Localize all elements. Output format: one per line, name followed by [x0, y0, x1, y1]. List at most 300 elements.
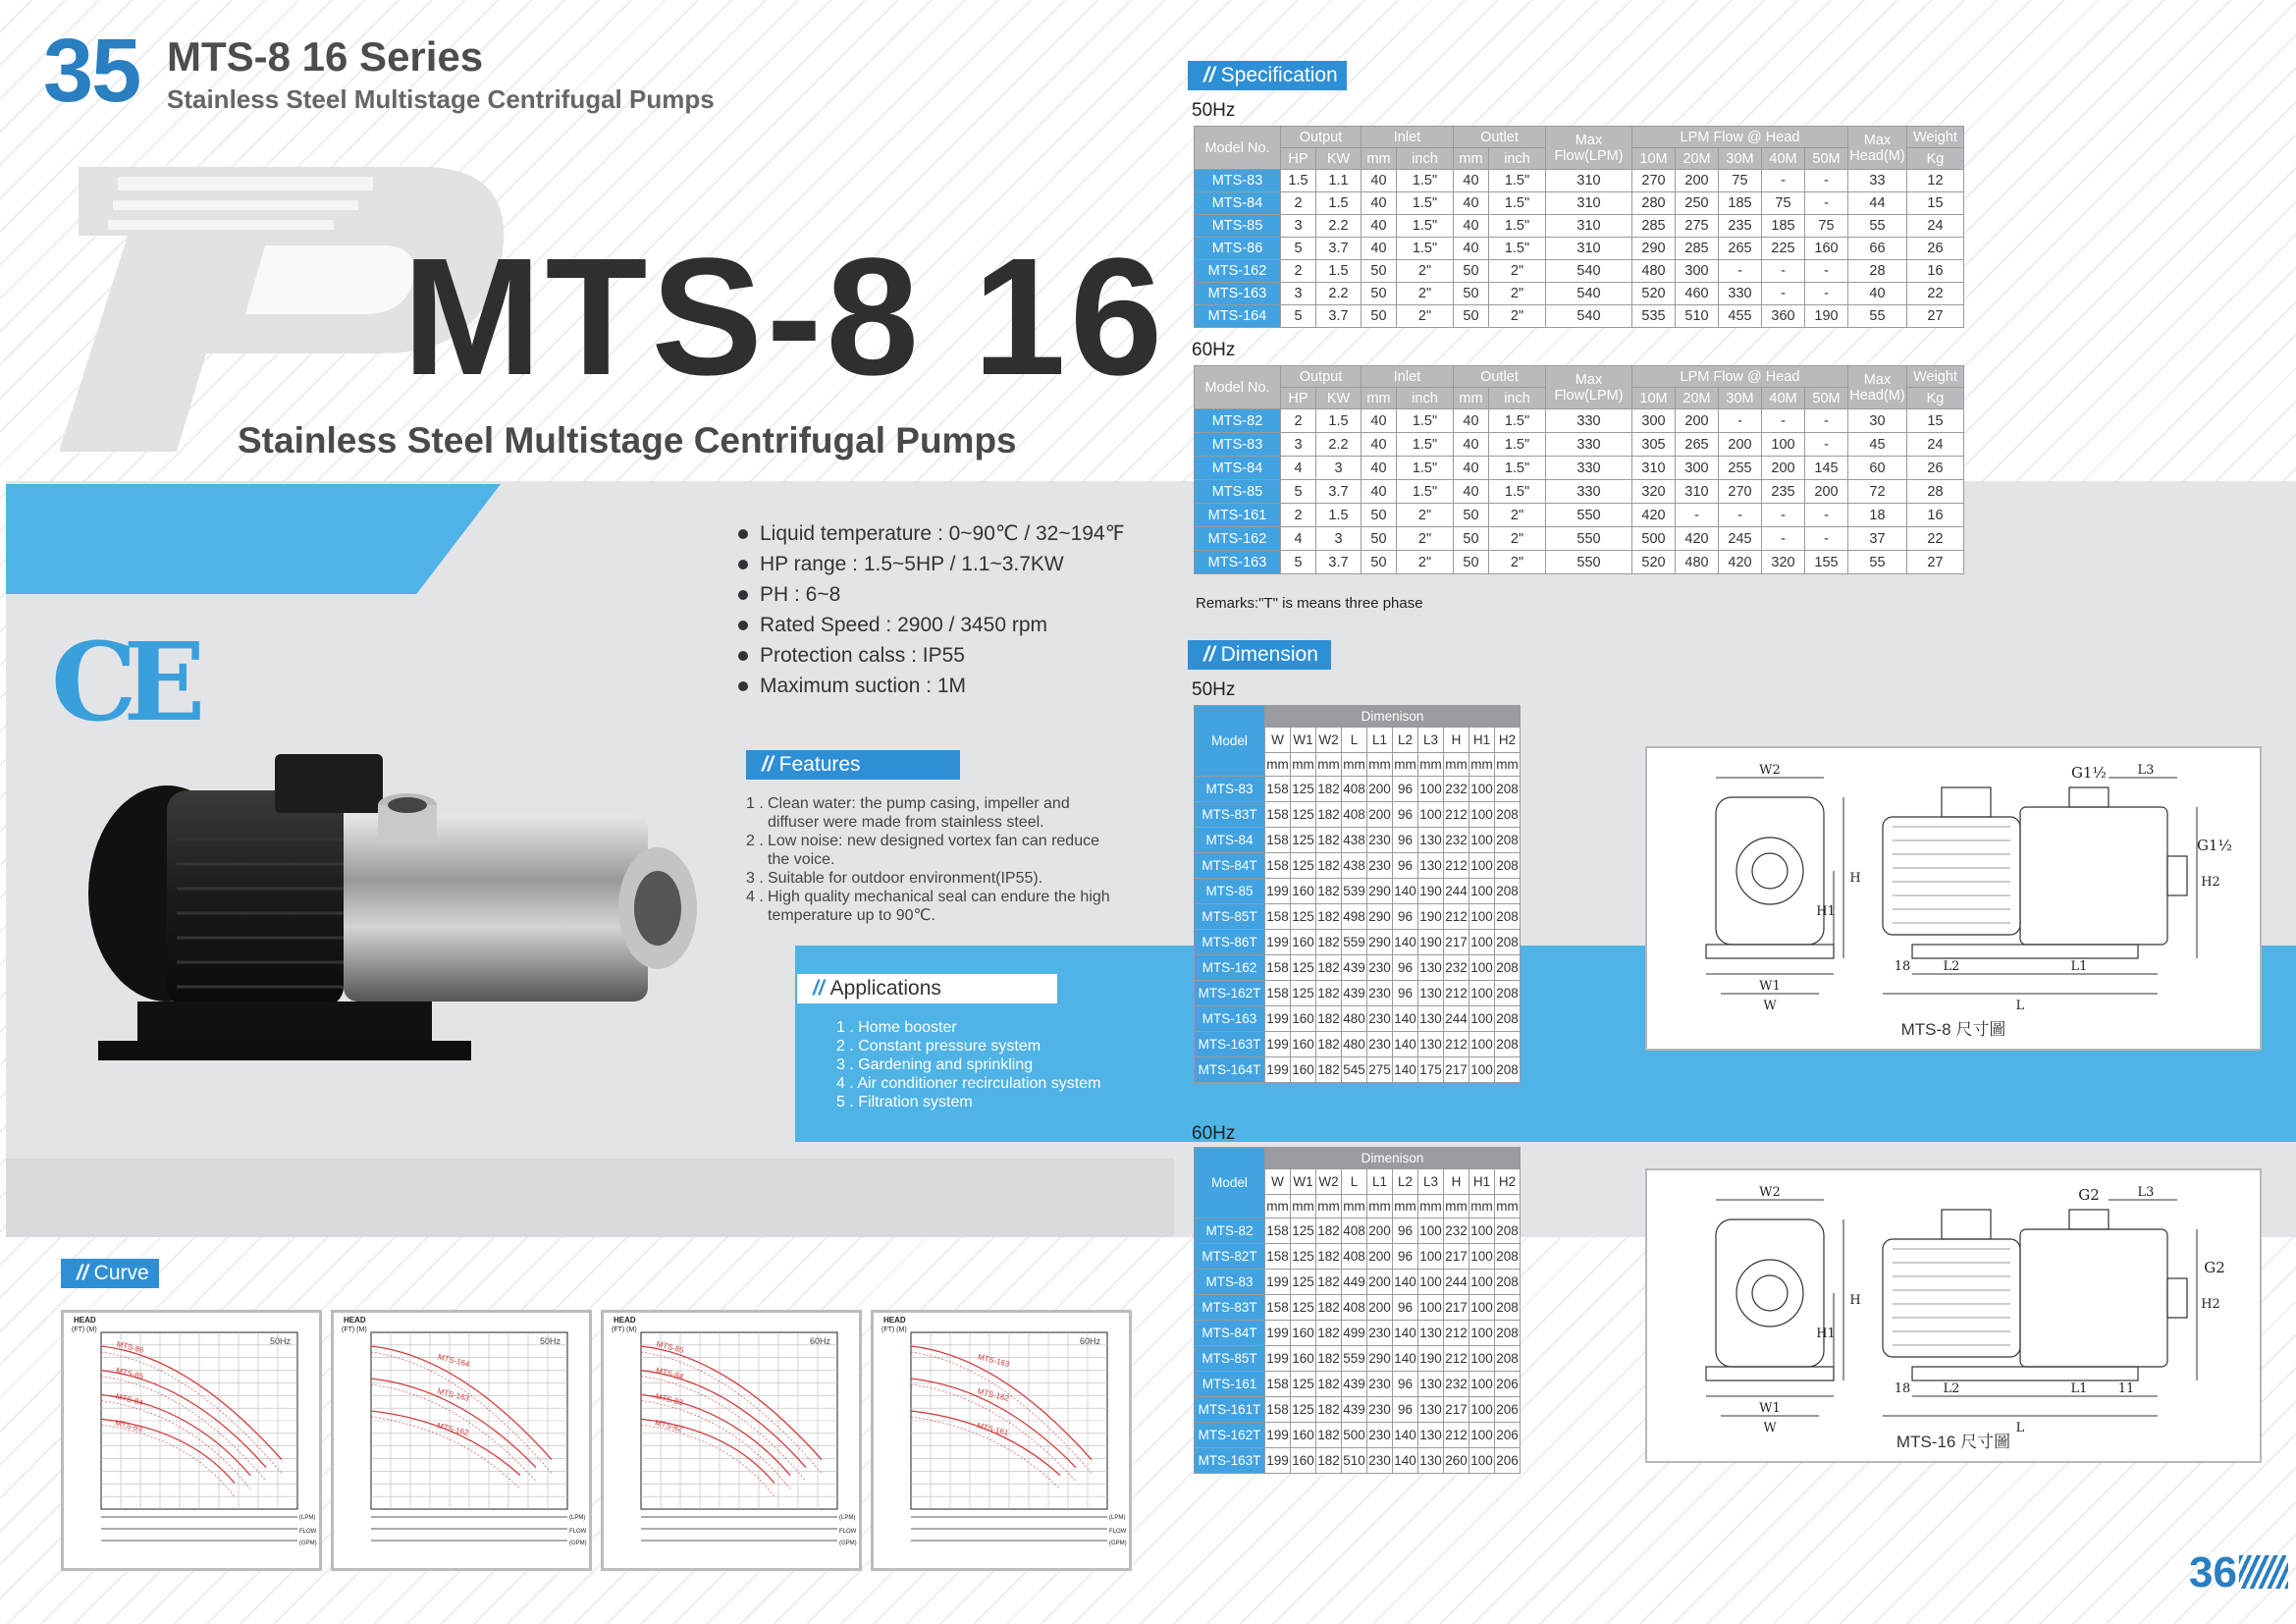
curve-label: MTS-163: [436, 1386, 470, 1403]
table-cell: 208: [1495, 802, 1521, 828]
axis-flow: FLOW: [299, 1529, 317, 1535]
page-number-stripes: [2239, 1555, 2288, 1589]
table-cell: 2: [1281, 260, 1316, 283]
table-cell: 539: [1342, 879, 1367, 904]
table-cell: 130: [1418, 981, 1444, 1006]
table-cell: 520: [1632, 551, 1676, 574]
table-header: H2: [1495, 728, 1521, 753]
table-cell: 182: [1316, 802, 1342, 828]
axis-flow: FLOW: [839, 1529, 857, 1535]
table-cell: 96: [1393, 1244, 1418, 1270]
table-cell: 100: [1418, 1244, 1444, 1270]
table-cell: 208: [1495, 1006, 1521, 1032]
table-cell: 50: [1362, 551, 1397, 574]
table-cell: -: [1719, 504, 1762, 527]
table-cell: 217: [1444, 1244, 1469, 1270]
table-header: H2: [1495, 1169, 1521, 1195]
model-cell: MTS-163T: [1195, 1032, 1265, 1057]
table-header: HP: [1281, 148, 1316, 170]
table-cell: 160: [1805, 238, 1848, 260]
table-row: [1195, 802, 1521, 828]
table-cell: 1.5: [1316, 409, 1362, 433]
table-cell: 540: [1546, 260, 1632, 283]
table-cell: 199: [1265, 1321, 1291, 1346]
table-header: 40M: [1762, 148, 1805, 170]
table-header: W1: [1291, 728, 1316, 753]
table-header: Output: [1281, 127, 1362, 148]
table-cell: 130: [1418, 1032, 1444, 1057]
table-cell: 330: [1546, 409, 1632, 433]
table-cell: 310: [1676, 480, 1719, 504]
table-row: [1195, 215, 1964, 238]
table-cell: 208: [1495, 1346, 1521, 1372]
axis-title: HEAD: [883, 1316, 906, 1325]
spec-table-60hz: [1194, 365, 1964, 574]
table-header: 30M: [1719, 388, 1762, 409]
table-cell: 125: [1291, 1295, 1316, 1321]
table-cell: -: [1805, 504, 1848, 527]
table-cell: 160: [1291, 930, 1316, 955]
model-cell: MTS-83: [1195, 433, 1281, 457]
table-cell: 200: [1367, 1218, 1393, 1244]
table-cell: -: [1762, 283, 1805, 305]
chart-hz-label: 60Hz: [810, 1336, 831, 1346]
table-header: L: [1342, 1169, 1367, 1195]
dimension-table: [1194, 705, 1521, 1083]
table-cell: 100: [1418, 802, 1444, 828]
table-cell: 158: [1265, 802, 1291, 828]
table-cell: 212: [1444, 1423, 1469, 1448]
table-cell: 4: [1281, 527, 1316, 551]
table-cell: 182: [1316, 981, 1342, 1006]
table-cell: 550: [1546, 504, 1632, 527]
table-header: W: [1265, 728, 1291, 753]
dim-label-h1: H1: [1816, 904, 1836, 919]
table-cell: 40: [1454, 192, 1489, 215]
table-cell: 208: [1495, 777, 1521, 802]
pump-product-image: [79, 746, 707, 1119]
table-cell: 244: [1444, 1006, 1469, 1032]
table-cell: 330: [1546, 480, 1632, 504]
table-cell: 1.5": [1489, 433, 1546, 457]
table-cell: 160: [1291, 1448, 1316, 1474]
table-cell: 208: [1495, 1321, 1521, 1346]
dim-label-w1: W1: [1759, 979, 1781, 994]
table-cell: 40: [1454, 433, 1489, 457]
side-view-pump: [2020, 1229, 2167, 1367]
table-row: [1195, 879, 1521, 904]
table-cell: 2": [1489, 260, 1546, 283]
table-cell: 96: [1393, 981, 1418, 1006]
curve-chart: [331, 1310, 592, 1571]
model-cell: MTS-85: [1195, 480, 1281, 504]
table-cell: 96: [1393, 955, 1418, 981]
curve-label: MTS-161: [976, 1421, 1010, 1437]
table-cell: 140: [1393, 1057, 1418, 1083]
table-cell: 158: [1265, 904, 1291, 930]
table-cell: -: [1805, 192, 1848, 215]
table-header: 50M: [1805, 388, 1848, 409]
table-cell: 75: [1805, 215, 1848, 238]
table-cell: 1.5": [1489, 457, 1546, 480]
table-cell: 199: [1265, 1032, 1291, 1057]
table-cell: 100: [1469, 879, 1495, 904]
axis-gpm: (GPM): [569, 1541, 587, 1546]
table-cell: 310: [1546, 238, 1632, 260]
table-row: [1195, 551, 1964, 574]
table-cell: 300: [1676, 457, 1719, 480]
spec-bullet: Liquid temperature : 0~90℃ / 32~194℉: [738, 518, 1125, 549]
model-cell: MTS-83: [1195, 1270, 1265, 1295]
table-cell: 160: [1291, 1057, 1316, 1083]
table-cell: 190: [1418, 930, 1444, 955]
table-cell: 44: [1848, 192, 1907, 215]
table-header: L2: [1393, 1169, 1418, 1195]
table-header: mm: [1393, 753, 1418, 777]
table-cell: 40: [1362, 170, 1397, 192]
mts8-drawing: [1647, 748, 2260, 1049]
table-row: [1195, 527, 1964, 551]
side-view-pump: [2020, 807, 2167, 945]
axis-flow: FLOW: [1109, 1529, 1127, 1535]
table-cell: 2": [1397, 260, 1454, 283]
table-cell: 50: [1362, 527, 1397, 551]
side-view-motor: [1883, 1239, 2020, 1357]
dimension-diagram-mts8: [1645, 746, 2262, 1051]
table-row: [1195, 1346, 1521, 1372]
table-cell: 290: [1632, 238, 1676, 260]
table-cell: 2": [1397, 283, 1454, 305]
table-cell: 550: [1546, 551, 1632, 574]
table-row: [1195, 930, 1521, 955]
table-cell: 130: [1418, 1423, 1444, 1448]
table-header: mm: [1444, 753, 1469, 777]
table-cell: 232: [1444, 955, 1469, 981]
table-cell: 330: [1546, 457, 1632, 480]
table-cell: 5: [1281, 480, 1316, 504]
front-view-base: [1706, 1367, 1834, 1380]
table-row: [1195, 433, 1964, 457]
dimension-heading: // Dimension: [1188, 640, 1331, 670]
slash-icon: //: [813, 977, 825, 1000]
table-row: [1195, 1372, 1521, 1397]
table-cell: -: [1805, 409, 1848, 433]
model-cell: MTS-162: [1195, 527, 1281, 551]
table-cell: 158: [1265, 981, 1291, 1006]
dim-label-h2: H2: [2201, 1297, 2220, 1312]
table-cell: 130: [1418, 955, 1444, 981]
table-cell: 50: [1362, 283, 1397, 305]
feature-item: 4 . High quality mechanical seal can endure the high temperature up to 90℃.: [746, 889, 1110, 924]
curve-chart: [601, 1310, 862, 1571]
table-cell: 199: [1265, 1448, 1291, 1474]
front-view-port: [1736, 1260, 1803, 1326]
table-row: [1195, 1006, 1521, 1032]
axis-flow: FLOW: [569, 1529, 587, 1535]
table-cell: 125: [1291, 904, 1316, 930]
dim-label-h1: H1: [1816, 1326, 1836, 1341]
table-cell: 2: [1281, 504, 1316, 527]
table-cell: 100: [1469, 1006, 1495, 1032]
table-cell: 100: [1469, 955, 1495, 981]
table-cell: 24: [1907, 215, 1964, 238]
table-cell: 24: [1907, 433, 1964, 457]
front-view-body: [1716, 797, 1824, 945]
table-cell: 235: [1762, 480, 1805, 504]
table-cell: 439: [1342, 955, 1367, 981]
axis-lpm: (LPM): [569, 1515, 586, 1521]
table-cell: 320: [1762, 551, 1805, 574]
model-cell: MTS-85T: [1195, 1346, 1265, 1372]
table-cell: 55: [1848, 215, 1907, 238]
table-cell: 55: [1848, 305, 1907, 328]
table-cell: -: [1805, 283, 1848, 305]
table-cell: 208: [1495, 1270, 1521, 1295]
curve-chart: [61, 1310, 322, 1571]
table-cell: 420: [1632, 504, 1676, 527]
table-header: mm: [1454, 148, 1489, 170]
table-cell: 265: [1719, 238, 1762, 260]
table-cell: 160: [1291, 1423, 1316, 1448]
curve-chart-svg: [334, 1313, 589, 1568]
dim-table-60hz: [1194, 1147, 1521, 1474]
table-cell: -: [1719, 409, 1762, 433]
table-cell: 40: [1362, 433, 1397, 457]
table-cell: 460: [1676, 283, 1719, 305]
table-cell: 2.2: [1316, 433, 1362, 457]
table-cell: 540: [1546, 305, 1632, 328]
table-cell: 1.5": [1397, 170, 1454, 192]
applications-heading: // Applications: [797, 974, 1057, 1003]
dimension-table: [1194, 1147, 1521, 1474]
table-cell: 199: [1265, 879, 1291, 904]
table-header: Model: [1195, 706, 1265, 777]
table-cell: 285: [1676, 238, 1719, 260]
table-cell: 40: [1454, 170, 1489, 192]
dim-label-l1: L1: [2070, 959, 2088, 974]
axis-lpm: (LPM): [839, 1515, 856, 1521]
table-cell: 2": [1397, 305, 1454, 328]
table-cell: 5: [1281, 551, 1316, 574]
table-cell: 230: [1367, 1372, 1393, 1397]
table-row: [1195, 1295, 1521, 1321]
table-cell: 500: [1342, 1423, 1367, 1448]
curve-charts: [61, 1310, 1132, 1571]
table-cell: 182: [1316, 955, 1342, 981]
hero-accent-band: [6, 484, 501, 594]
dim-label-18: 18: [1894, 959, 1911, 974]
table-cell: 40: [1848, 283, 1907, 305]
table-cell: 408: [1342, 802, 1367, 828]
table-cell: 60: [1848, 457, 1907, 480]
table-cell: 182: [1316, 1006, 1342, 1032]
table-cell: 33: [1848, 170, 1907, 192]
table-cell: 449: [1342, 1270, 1367, 1295]
table-cell: 206: [1495, 1397, 1521, 1423]
feature-item: 1 . Clean water: the pump casing, impeller and diffuser were made from stainless steel.: [746, 795, 1070, 831]
table-cell: 145: [1805, 457, 1848, 480]
table-header: Max Head(M): [1848, 366, 1907, 409]
table-cell: 15: [1907, 409, 1964, 433]
table-cell: 217: [1444, 930, 1469, 955]
table-header: LPM Flow @ Head: [1632, 127, 1848, 148]
curve-label: MTS-82: [654, 1418, 684, 1434]
spec-table: [1194, 365, 1964, 574]
table-cell: 500: [1632, 527, 1676, 551]
table-header: Weight: [1907, 127, 1964, 148]
table-row: [1195, 777, 1521, 802]
model-cell: MTS-162: [1195, 260, 1281, 283]
table-cell: 100: [1469, 981, 1495, 1006]
table-cell: 1.5": [1397, 192, 1454, 215]
table-cell: 200: [1676, 170, 1719, 192]
table-header: Model No.: [1195, 366, 1281, 409]
table-header: L: [1342, 728, 1367, 753]
table-row: [1195, 260, 1964, 283]
table-cell: 1.5: [1316, 504, 1362, 527]
table-header: W2: [1316, 1169, 1342, 1195]
table-cell: 75: [1719, 170, 1762, 192]
model-cell: MTS-83: [1195, 170, 1281, 192]
applications-list: [836, 1018, 1100, 1111]
table-cell: 96: [1393, 1397, 1418, 1423]
chart-hz-label: 50Hz: [270, 1336, 292, 1346]
table-cell: 1.5": [1489, 409, 1546, 433]
slash-icon: //: [1203, 643, 1215, 666]
dim-label-l: L: [2015, 1421, 2025, 1435]
table-cell: 182: [1316, 1397, 1342, 1423]
table-cell: 182: [1316, 879, 1342, 904]
dim-label-l1: L1: [2070, 1381, 2088, 1396]
model-cell: MTS-85: [1195, 879, 1265, 904]
table-cell: 130: [1418, 1397, 1444, 1423]
table-cell: 160: [1291, 1346, 1316, 1372]
model-cell: MTS-164: [1195, 305, 1281, 328]
table-cell: 140: [1393, 879, 1418, 904]
table-cell: 50: [1362, 305, 1397, 328]
table-cell: 2": [1397, 551, 1454, 574]
table-cell: 182: [1316, 930, 1342, 955]
model-cell: MTS-163: [1195, 551, 1281, 574]
table-header: KW: [1316, 148, 1362, 170]
table-cell: 125: [1291, 981, 1316, 1006]
table-cell: 40: [1454, 480, 1489, 504]
dim-60hz-label: 60Hz: [1192, 1123, 1236, 1144]
table-cell: 140: [1393, 1006, 1418, 1032]
front-view-port-inner: [1752, 853, 1788, 889]
table-header: Max Head(M): [1848, 127, 1907, 170]
table-cell: 100: [1469, 1448, 1495, 1474]
table-cell: 455: [1719, 305, 1762, 328]
table-cell: 125: [1291, 1218, 1316, 1244]
table-cell: 1.5": [1489, 170, 1546, 192]
model-cell: MTS-163: [1195, 1006, 1265, 1032]
table-header: 30M: [1719, 148, 1762, 170]
axis-title: HEAD: [344, 1316, 366, 1325]
application-item: 1 . Home booster: [836, 1019, 957, 1036]
application-item: 5 . Filtration system: [836, 1094, 973, 1110]
model-cell: MTS-86: [1195, 238, 1281, 260]
side-view-side-port: [2167, 1278, 2187, 1318]
table-cell: 185: [1719, 192, 1762, 215]
model-cell: MTS-85: [1195, 215, 1281, 238]
ce-certification-mark: CE: [51, 619, 192, 745]
table-cell: 225: [1762, 238, 1805, 260]
table-cell: 100: [1469, 930, 1495, 955]
table-cell: -: [1762, 409, 1805, 433]
table-cell: 5: [1281, 238, 1316, 260]
table-cell: 200: [1367, 1270, 1393, 1295]
table-cell: 125: [1291, 1372, 1316, 1397]
table-cell: 559: [1342, 1346, 1367, 1372]
table-cell: 1.1: [1316, 170, 1362, 192]
dim-label-l3: L3: [2137, 1185, 2155, 1200]
series-subtitle: Stainless Steel Multistage Centrifugal Pumps: [167, 84, 715, 114]
table-cell: 300: [1676, 260, 1719, 283]
table-row: [1195, 1321, 1521, 1346]
table-header: Inlet: [1362, 366, 1454, 388]
page-number-right: 36: [2189, 1548, 2237, 1597]
axis-gpm: (GPM): [299, 1541, 317, 1546]
model-cell: MTS-84: [1195, 457, 1281, 480]
table-cell: 230: [1367, 1423, 1393, 1448]
table-cell: 230: [1367, 853, 1393, 879]
table-cell: 16: [1907, 504, 1964, 527]
table-cell: 208: [1495, 853, 1521, 879]
table-cell: 270: [1719, 480, 1762, 504]
table-cell: 2": [1489, 504, 1546, 527]
dim-label-w: W: [1763, 1421, 1777, 1435]
table-cell: 230: [1367, 1448, 1393, 1474]
table-cell: 520: [1632, 283, 1676, 305]
table-cell: 230: [1367, 981, 1393, 1006]
hero-subtitle: Stainless Steel Multistage Centrifugal Pumps: [238, 420, 1017, 460]
table-cell: 290: [1367, 930, 1393, 955]
series-title: MTS-8 16 Series: [167, 33, 484, 80]
table-row: [1195, 480, 1964, 504]
table-cell: -: [1762, 260, 1805, 283]
features-heading: // Features: [746, 750, 960, 780]
model-cell: MTS-84T: [1195, 1321, 1265, 1346]
table-cell: 540: [1546, 283, 1632, 305]
table-cell: 305: [1632, 433, 1676, 457]
table-cell: 40: [1362, 238, 1397, 260]
table-cell: 100: [1469, 1057, 1495, 1083]
table-cell: 208: [1495, 930, 1521, 955]
model-cell: MTS-84: [1195, 828, 1265, 853]
table-cell: 190: [1418, 1346, 1444, 1372]
model-cell: MTS-163: [1195, 283, 1281, 305]
table-cell: 182: [1316, 1346, 1342, 1372]
table-cell: 190: [1418, 879, 1444, 904]
table-cell: 230: [1367, 1397, 1393, 1423]
table-cell: 1.5": [1489, 215, 1546, 238]
specification-heading: // Specification: [1188, 61, 1347, 90]
dim-label-w2: W2: [1759, 1185, 1781, 1200]
feature-item: 3 . Suitable for outdoor environment(IP55).: [746, 870, 1043, 887]
axis-units: (FT) (M): [72, 1326, 97, 1333]
table-header: mm: [1454, 388, 1489, 409]
table-cell: 232: [1444, 1218, 1469, 1244]
table-cell: 75: [1762, 192, 1805, 215]
table-cell: 438: [1342, 828, 1367, 853]
table-header: 10M: [1632, 148, 1676, 170]
dim-label-w2: W2: [1759, 763, 1781, 778]
side-view-base: [1912, 945, 2138, 958]
table-cell: 96: [1393, 828, 1418, 853]
table-cell: 212: [1444, 802, 1469, 828]
table-cell: 2.2: [1316, 283, 1362, 305]
